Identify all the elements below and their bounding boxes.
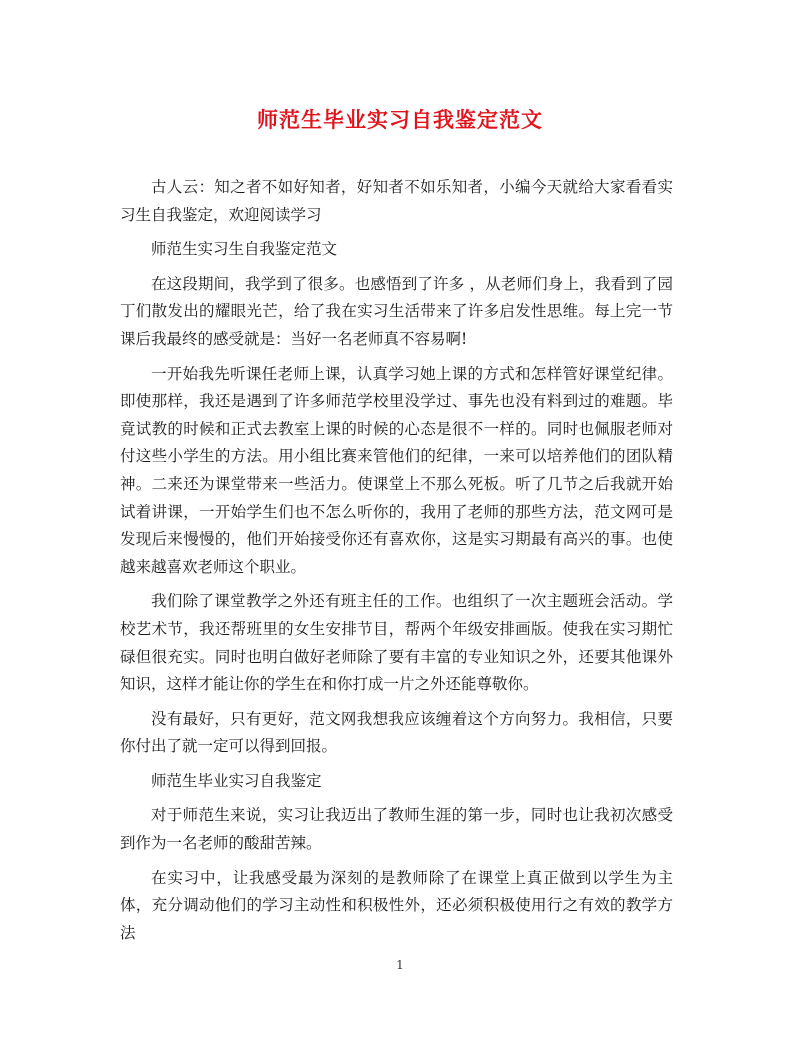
body-paragraph: 我们除了课堂教学之外还有班主任的工作。也组织了一次主题班会活动。学校艺术节，我还帮班里的女生安排节目，帮两个年级安排画版。使我在实习期忙碌但很充实。同时也明白做好老师除了要有丰富的专业知识之外，还要其他课外知识，这样才能让你的学生在和你打成一片之外还能尊敬你。 [120,592,673,694]
page-number: 1 [396,958,404,972]
document-body [120,174,673,954]
body-paragraph: 在实习中，让我感受最为深刻的是教师除了在课堂上真正做到以学生为主体，充分调动他们的学习主动性和积极性外，还必须积极使用行之有效的教学方法 [120,868,673,942]
document-title: 师范生毕业实习自我鉴定范文 [257,107,543,132]
body-paragraph: 没有最好，只有更好，范文网我想我应该缠着这个方向努力。我相信，只要你付出了就一定可以得到回报。 [120,709,673,756]
body-paragraph: 对于师范生来说，实习让我迈出了教师生涯的第一步，同时也让我初次感受到作为一名老师的酸甜苦辣。 [120,806,673,853]
section-heading-2: 师范生毕业实习自我鉴定 [151,771,322,790]
body-paragraph: 一开始我先听课任老师上课，认真学习她上课的方式和怎样管好课堂纪律。即使那样，我还是遇到了许多师范学校里没学过、事先也没有料到过的难题。毕竟试教的时候和正式去教室上课的时候的心态是很不一样的。同时也佩服老师对付这些小学生的方法。用小组比赛来管他们的纪律，一来可以培养他们的团队精神。二来还为课堂带来一些活力。使课堂上不那么死板。听了几节之后我就开始试着讲课，一开始学生们也不怎么听你的，我用了老师的那些方法，范文网可是发现后来慢慢的，他们开始接受你还有喜欢你，这是实习期最有高兴的事。也使越来越喜欢老师这个职业。 [120,364,673,576]
section-heading-1: 师范生实习生自我鉴定范文 [151,240,338,259]
body-paragraph: 在这段期间，我学到了很多。也感悟到了许多 ，从老师们身上，我看到了园丁们散发出的耀眼光芒，给了我在实习生活带来了许多启发性思维。每上完一节课后我最终的感受就是：当好一名老师真不容易啊! [120,274,673,348]
intro-paragraph: 古人云：知之者不如好知者，好知者不如乐知者，小编今天就给大家看看实习生自我鉴定，欢迎阅读学习 [120,178,673,224]
